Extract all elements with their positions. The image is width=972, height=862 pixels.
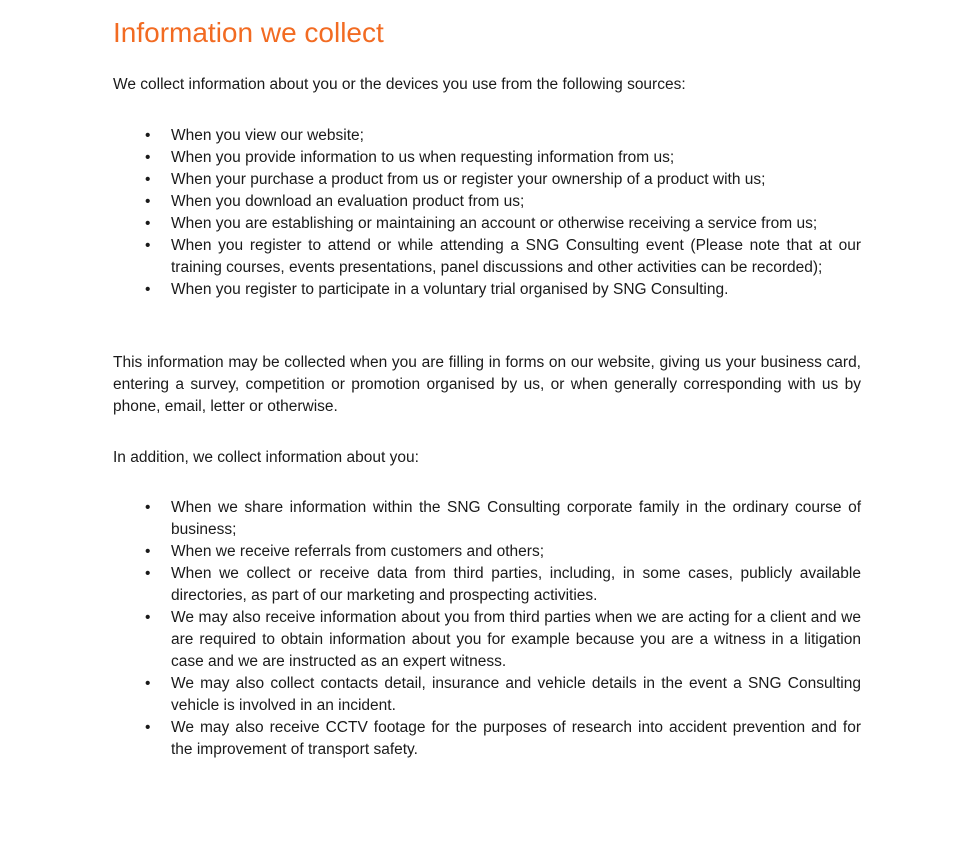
bullet-icon: • (145, 171, 151, 188)
sources-bullet-list (113, 125, 861, 301)
list-item (113, 235, 861, 279)
bullet-icon: • (145, 127, 151, 144)
list-item-text: We may also collect contacts detail, insurance and vehicle details in the event a SNG Consulting vehicle is involved in an incident. (171, 675, 861, 714)
bullet-icon: • (145, 609, 151, 626)
list-item (113, 563, 861, 607)
page-title: Information we collect (113, 17, 384, 48)
bullet-icon: • (145, 215, 151, 232)
list-item (113, 147, 861, 169)
list-item (113, 607, 861, 673)
bullet-icon: • (145, 237, 151, 254)
bullet-icon: • (145, 675, 151, 692)
list-item-text: When you download an evaluation product from us; (171, 193, 525, 210)
list-item-text: When you register to attend or while attending a SNG Consulting event (Please note that at our training courses, events presentations, panel discussions and other activities can be recorded); (171, 237, 861, 276)
list-item (113, 541, 861, 563)
list-item-text: When you provide information to us when requesting information from us; (171, 149, 675, 166)
list-item-text: When you are establishing or maintaining an account or otherwise receiving a service from us; (171, 215, 818, 232)
list-item-text: When we receive referrals from customers and others; (171, 543, 544, 560)
list-item-text: When we share information within the SNG Consulting corporate family in the ordinary course of business; (171, 499, 861, 538)
list-item (113, 191, 861, 213)
list-item-text: When you view our website; (171, 127, 364, 144)
intro-paragraph: We collect information about you or the devices you use from the following sources: (113, 76, 686, 93)
bullet-icon: • (145, 149, 151, 166)
list-item-text: When we collect or receive data from third parties, including, in some cases, publicly available directories, as part of our marketing and prospecting activities. (171, 565, 861, 604)
list-item (113, 125, 861, 147)
addition-bullet-list (113, 497, 861, 761)
list-item (113, 497, 861, 541)
collection-paragraph: This information may be collected when you are filling in forms on our website, giving us your business card, entering a survey, competition or promotion organised by us, or when generally corresponding with us by phone, email, letter or otherwise. (113, 354, 861, 415)
list-item (113, 169, 861, 191)
bullet-icon: • (145, 719, 151, 736)
bullet-icon: • (145, 193, 151, 210)
bullet-icon: • (145, 499, 151, 516)
list-item (113, 213, 861, 235)
bullet-icon: • (145, 565, 151, 582)
addition-lead-in: In addition, we collect information about you: (113, 449, 419, 466)
list-item-text: We may also receive CCTV footage for the purposes of research into accident prevention and for the improvement of transport safety. (171, 719, 861, 758)
bullet-icon: • (145, 281, 151, 298)
list-item (113, 673, 861, 717)
bullet-icon: • (145, 543, 151, 560)
list-item-text: When you register to participate in a voluntary trial organised by SNG Consulting. (171, 281, 729, 298)
list-item-text: When your purchase a product from us or register your ownership of a product with us; (171, 171, 766, 188)
list-item-text: We may also receive information about you from third parties when we are acting for a client and we are required to obtain information about you for example because you are a witness in a litigation case and we are instructed as an expert witness. (171, 609, 861, 670)
list-item (113, 279, 861, 301)
list-item (113, 717, 861, 761)
